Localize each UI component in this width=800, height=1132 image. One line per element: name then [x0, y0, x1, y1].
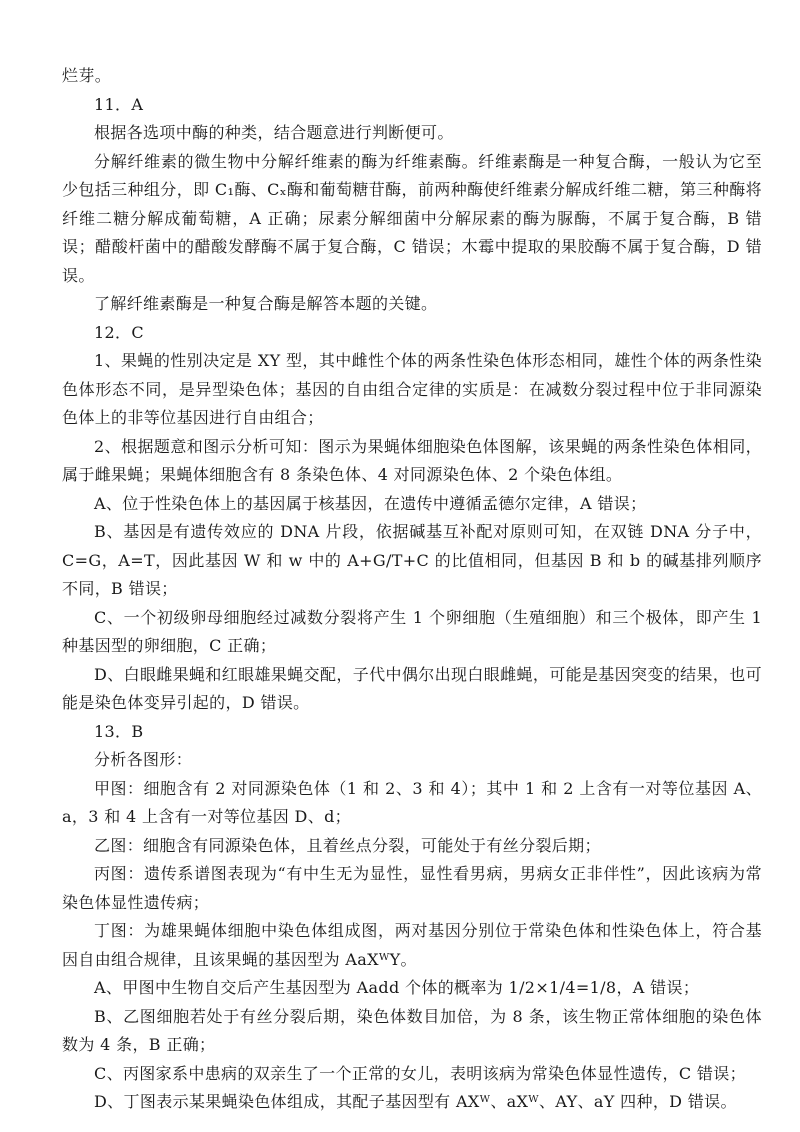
q13-option-a: A、甲图中生物自交后产生基因型为 Aadd 个体的概率为 1/2×1/4=1/8，A 错误；: [94, 978, 700, 997]
q13-figure-jia: 甲图：细胞含有 2 对同源染色体（1 和 2、3 和 4）；其中 1 和 2 上含有一对等位基因 A、a，3 和 4 上含有一对等位基因 D、d；: [62, 778, 762, 826]
q13-intro: 分析各图形：: [94, 750, 193, 769]
question-11-answer: 11．A: [94, 94, 144, 114]
answer-explanation-page: [62, 62, 762, 1117]
q13-figure-yi: 乙图：细胞含有同源染色体，且着丝点分裂，可能处于有丝分裂后期；: [94, 835, 601, 855]
q11-key-point: 了解纤维素酶是一种复合酶是解答本题的关键。: [94, 294, 438, 313]
q12-option-b: B、基因是有遗传效应的 DNA 片段，依据碱基互补配对原则可知，在双链 DNA 分子中，C=G，A=T，因此基因 W 和 w 中的 A+G/T+C 的比值相同，但基因 B 和 b 的碱基排列顺序不同，B 错误；: [62, 522, 762, 598]
q12-option-a: A、位于性染色体上的基因属于核基因，在遗传中遵循孟德尔定律，A 错误；: [94, 493, 647, 513]
q13-figure-bing: 丙图：遗传系谱图表现为“有中生无为显性，显性看男病，男病女正非伴性”，因此该病为常染色体显性遗传病；: [62, 864, 762, 912]
q11-hint: 根据各选项中酶的种类，结合题意进行判断便可。: [94, 123, 454, 142]
q13-option-c: C、丙图家系中患病的双亲生了一个正常的女儿，表明该病为常染色体显性遗传，C 错误；: [94, 1063, 746, 1083]
question-12-answer: 12．C: [94, 322, 145, 342]
question-13-answer: 13．B: [94, 721, 144, 741]
paragraph-continuation: 烂芽。: [62, 66, 112, 85]
q12-point-2: 2、根据题意和图示分析可知：图示为果蝇体细胞染色体图解，该果蝇的两条性染色体相同，属于雌果蝇；果蝇体细胞含有 8 条染色体、4 对同源染色体、2 个染色体组。: [62, 436, 762, 484]
q12-option-d: D、白眼雌果蝇和红眼雄果蝇交配，子代中偶尔出现白眼雌蝇，可能是基因突变的结果，也可能是染色体变异引起的，D 错误。: [62, 664, 762, 712]
q11-explanation: 分解纤维素的微生物中分解纤维素的酶为纤维素酶。纤维素酶是一种复合酶，一般认为它至少包括三种组分，即 C₁酶、Cₓ酶和葡萄糖苷酶，前两种酶使纤维素分解成纤维二糖，第三种酶将纤维二糖分解成葡萄糖，A 正确；尿素分解细菌中分解尿素的酶为脲酶，不属于复合酶，B 错误；醋酸杆菌中的醋酸发酵酶不属于复合酶，C 错误；木霉中提取的果胶酶不属于复合酶，D 错误。: [62, 151, 762, 285]
q13-figure-ding: 丁图：为雄果蝇体细胞中染色体组成图，两对基因分别位于常染色体和性染色体上，符合基因自由组合规律，且该果蝇的基因型为 AaXᵂY。: [62, 921, 762, 969]
q12-point-1: 1、果蝇的性别决定是 XY 型，其中雌性个体的两条性染色体形态相同，雄性个体的两条性染色体形态不同，是异型染色体；基因的自由组合定律的实质是：在减数分裂过程中位于非同源染色体上的非等位基因进行自由组合；: [62, 351, 762, 427]
q13-option-d: D、丁图表示某果蝇染色体组成，其配子基因型有 AXᵂ、aXᵂ、AY、aY 四种，D 错误。: [94, 1092, 737, 1111]
q13-option-b: B、乙图细胞若处于有丝分裂后期，染色体数目加倍，为 8 条，该生物正常体细胞的染色体数为 4 条，B 正确；: [62, 1006, 762, 1054]
q12-option-c: C、一个初级卵母细胞经过减数分裂将产生 1 个卵细胞（生殖细胞）和三个极体，即产生 1 种基因型的卵细胞，C 正确；: [62, 607, 762, 655]
